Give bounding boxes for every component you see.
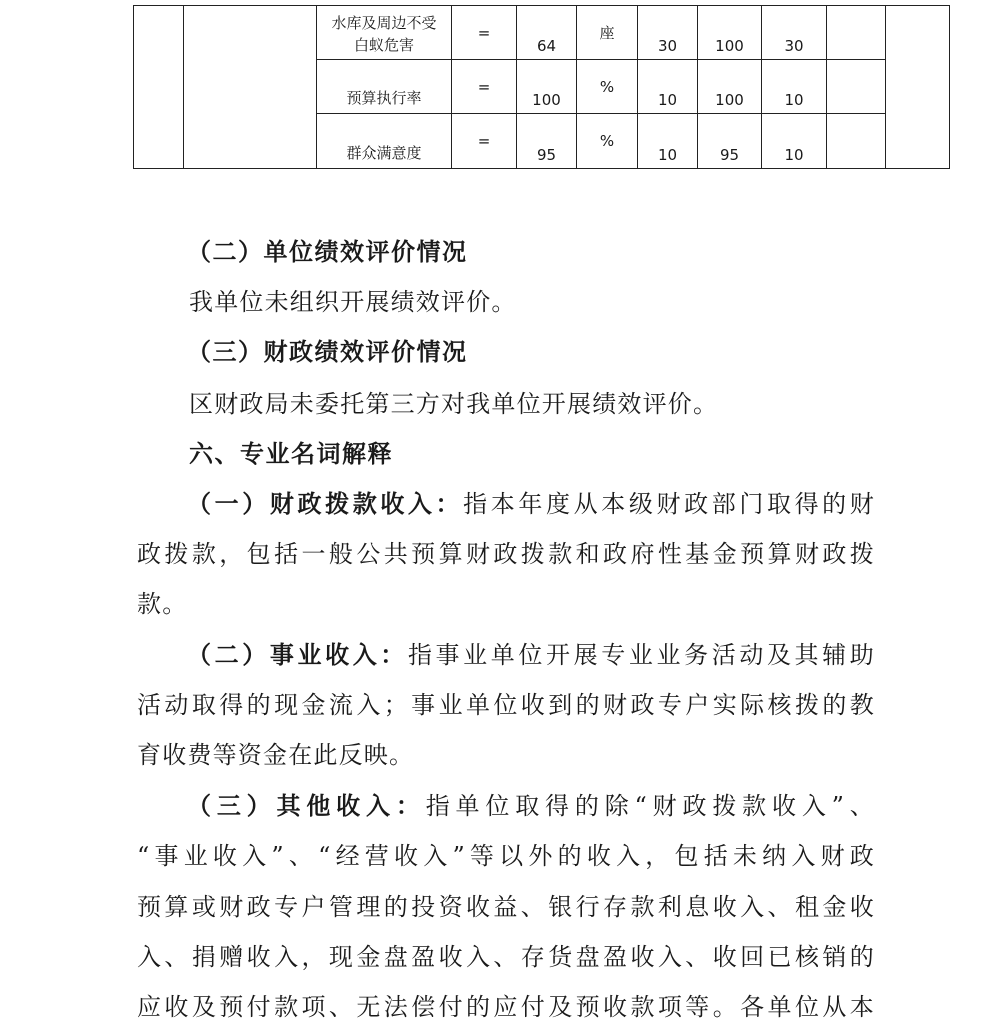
indicator-score: 10 xyxy=(762,60,827,114)
indicator-weight: 30 xyxy=(638,6,698,60)
term-label: （一）财政拨款收入： xyxy=(187,489,464,518)
term-business-income-line2: 活动取得的现金流入；事业单位收到的财政专户实际核拨的教 xyxy=(137,691,875,719)
section-heading-finance-evaluation: （三）财政绩效评价情况 xyxy=(187,338,468,366)
indicator-name: 预算执行率 xyxy=(317,60,452,114)
indicator-actual-value: 95 xyxy=(698,114,762,169)
term-label: （二）事业收入： xyxy=(187,640,408,669)
term-business-income-line3: 育收费等资金在此反映。 xyxy=(137,741,415,769)
table-cell-empty xyxy=(886,6,950,169)
indicator-operator: = xyxy=(452,114,517,169)
table-row xyxy=(134,6,950,60)
term-fiscal-appropriation-line1: （一）财政拨款收入：指本年度从本级财政部门取得的财 xyxy=(187,489,876,518)
section-heading-terms: 六、专业名词解释 xyxy=(189,440,393,468)
paragraph-unit-evaluation: 我单位未组织开展绩效评价。 xyxy=(189,288,517,316)
indicator-weight: 10 xyxy=(638,114,698,169)
indicator-score: 10 xyxy=(762,114,827,169)
table-cell-empty xyxy=(827,114,886,169)
term-other-income-line2: “事业收入”、“经营收入”等以外的收入，包括未纳入财政 xyxy=(137,842,875,870)
section-heading-unit-evaluation: （二）单位绩效评价情况 xyxy=(187,238,468,266)
table-cell-empty xyxy=(184,6,317,169)
indicator-weight: 10 xyxy=(638,60,698,114)
indicator-name: 水库及周边不受白蚁危害 xyxy=(317,6,452,60)
term-label: （三）其他收入： xyxy=(187,791,426,820)
indicator-target-value: 95 xyxy=(517,114,577,169)
term-fiscal-appropriation-line3: 款。 xyxy=(137,590,188,618)
paragraph-finance-evaluation: 区财政局未委托第三方对我单位开展绩效评价。 xyxy=(189,390,719,418)
term-business-income-line1: （二）事业收入：指事业单位开展专业业务活动及其辅助 xyxy=(187,640,875,669)
indicator-actual-value: 100 xyxy=(698,60,762,114)
term-other-income-line4: 入、捐赠收入，现金盘盈收入、存货盘盈收入、收回已核销的 xyxy=(137,943,875,971)
indicator-operator: = xyxy=(452,6,517,60)
indicator-score: 30 xyxy=(762,6,827,60)
indicator-unit: 座 xyxy=(577,6,638,60)
indicator-target-value: 100 xyxy=(517,60,577,114)
table-cell-empty xyxy=(827,6,886,60)
indicator-name: 群众满意度 xyxy=(317,114,452,169)
term-other-income-line5: 应收及预付款项、无法偿付的应付及预收款项等。各单位从本 xyxy=(137,993,875,1021)
indicator-actual-value: 100 xyxy=(698,6,762,60)
term-fiscal-appropriation-line2: 政拨款，包括一般公共预算财政拨款和政府性基金预算财政拨 xyxy=(137,540,875,568)
table-cell-empty xyxy=(827,60,886,114)
indicator-unit: % xyxy=(577,114,638,169)
performance-indicator-table xyxy=(133,5,950,169)
indicator-unit: % xyxy=(577,60,638,114)
term-other-income-line3: 预算或财政专户管理的投资收益、银行存款利息收入、租金收 xyxy=(137,893,875,921)
indicator-operator: = xyxy=(452,60,517,114)
table-cell-empty xyxy=(134,6,184,169)
term-other-income-line1: （三）其他收入：指单位取得的除“财政拨款收入”、 xyxy=(187,791,875,820)
indicator-target-value: 64 xyxy=(517,6,577,60)
